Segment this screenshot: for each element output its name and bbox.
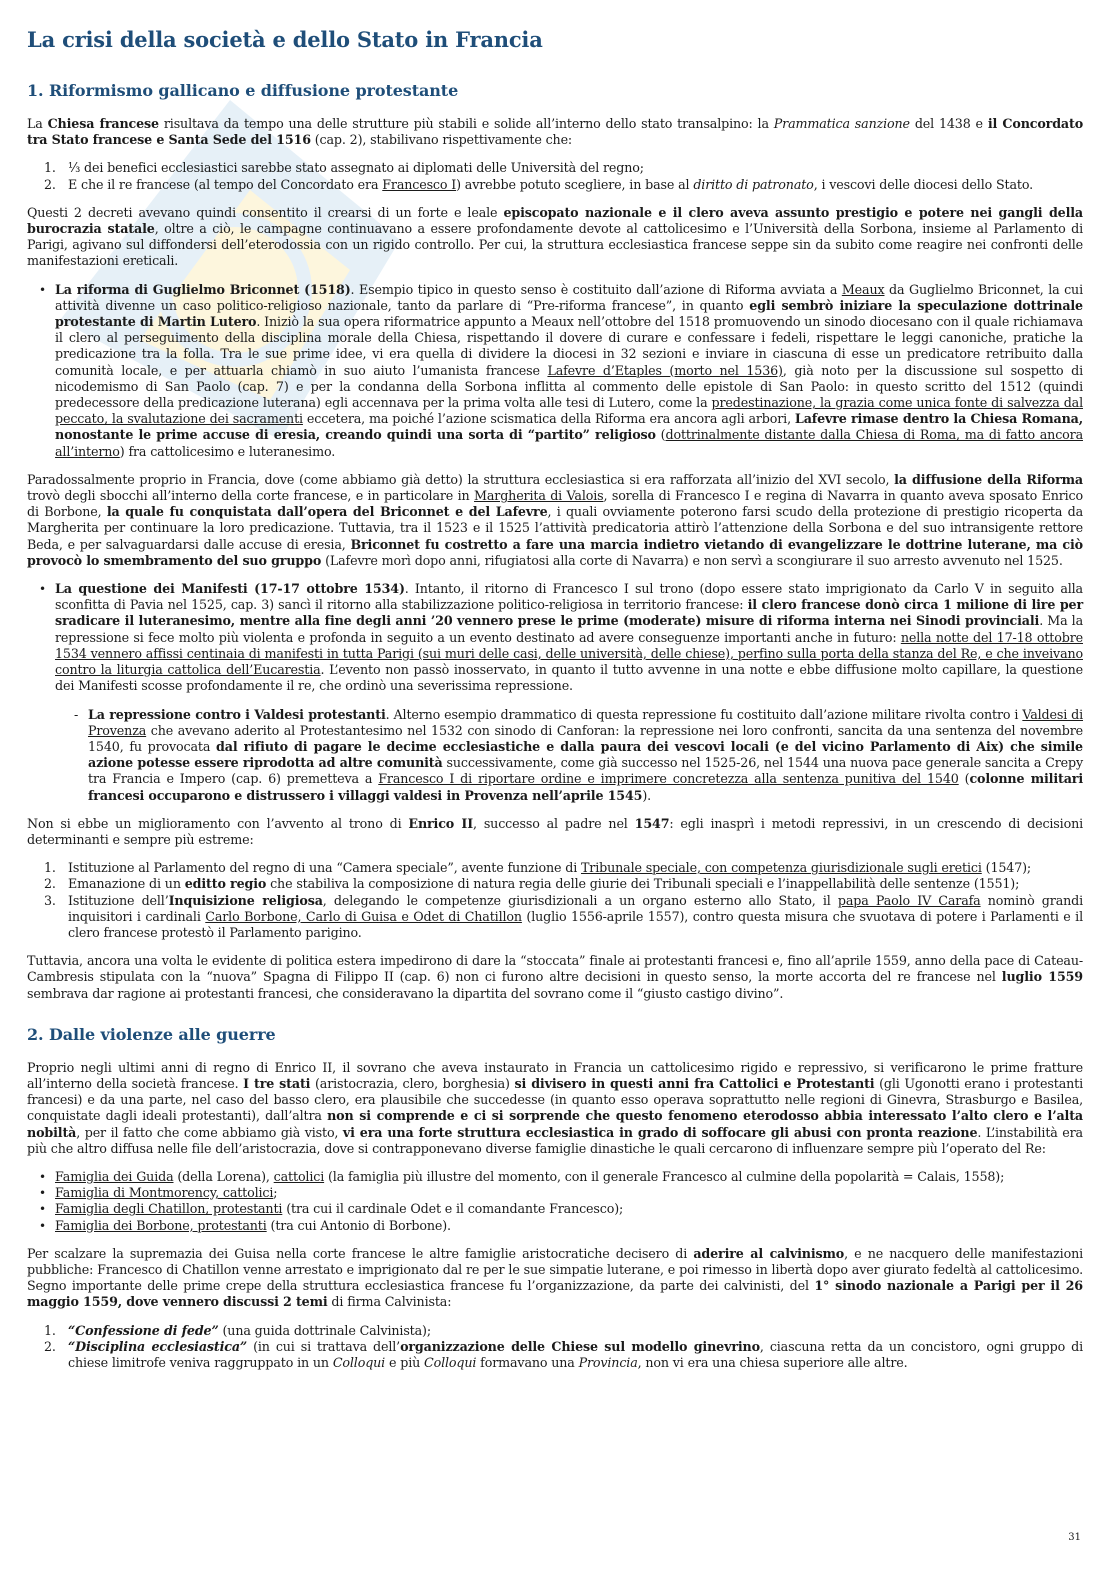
section-1-heading: 1. Riformismo gallicano e diffusione protestante [27,81,459,100]
page-number: 31 [1068,1532,1081,1543]
dash-icon: - [74,706,79,722]
section-2-heading: 2. Dalle violenze alle guerre [27,1024,276,1044]
bullet-item: • La questione dei Manifesti (17-17 ottobre 1534). Intanto, il ritorno di Francesco I sul trono (dopo essere stato imprigionato da Carlo V in seguito alla sconfitta di Pavia nel 1525, cap. 3) sancì il ritorno alla stabilizzazione politico-religiosa in territorio francese: il clero francese donò circa 1 milione di lire per sradicare il luteranesimo, mentre alla fine degli anni ’20 vennero prese le prime (moderate) misure di riforma interna nei Sinodi provinciali. Ma la repressione si fece molto più violenta e profonda in seguito a un evento destinato ad avere conseguenze importanti anche in futuro: nella notte del 17-18 ottobre 1534 vennero affissi centinaia di manifesti in tutta Parigi (sui muri delle casi, delle università, delle chiese), perfino sulla porta della stanza del Re, e che inveivano contro la liturgia cattolica dell’Eucarestia. L’evento non passò inosservato, in quanto il tutto avvenne in una notte e ebbe diffusione molto capillare, la questione dei Manifesti scosse profondamente il re, che ordinò una severissima repressione. [39,581,1084,694]
bullet-icon: • [39,1186,46,1201]
bullet-icon: • [39,1202,46,1217]
list-item: 1. “Confessione di fede” (una guida dottrinale Calvinista); [44,1322,431,1338]
paragraph: Questi 2 decreti avevano quindi consentito il crearsi di un forte e leale episcopato nazionale e il clero aveva assunto prestigio e potere nei gangli della burocrazia statale, oltre a ciò, le campagne continuavano a essere profondamente devote al cattolicesimo e l’Università della Sorbona, insieme al Parlamento di Parigi, agivano sul diffondersi dell’eterodossia con un rigido controllo. Per cui, la struttura ecclesiastica francese seppe sin da subito come reagire nei confronti delle manifestazioni ereticali. [27,204,1083,269]
list-item: 1. Istituzione al Parlamento del regno di una “Camera speciale”, avente funzione di Tribunale speciale, con competenza giurisdizionale sugli eretici (1547); [44,860,1032,876]
numbered-list [27,160,1083,192]
list-number: 1. [44,1322,56,1338]
list-item: 3. Istituzione dell’Inquisizione religiosa, delegando le competenze giurisdizionali a un organo esterno allo Stato, il papa Paolo IV Carafa nominò grandi inquisitori i cardinali Carlo Borbone, Carlo di Guisa e Odet di Chatillon (luglio 1556-aprile 1557), contro questa misura che svuotava di potere i Parlamenti e il clero francese protestò il Parlamento parigino. [44,892,1084,940]
bullet-item: • La riforma di Guglielmo Briconnet (1518). Esempio tipico in questo senso è costituito dall’azione di Riforma avviata a Meaux da Guglielmo Briconnet, la cui attività divenne un caso politico-religioso nazionale, tanto da parlare di “Pre-riforma francese”, in quanto egli sembrò iniziare la speculazione dottrinale protestante di Martin Lutero. Iniziò la sua opera riformatrice appunto a Meaux nell’ottobre del 1518 promuovendo un sinodo diocesano con il quale richiamava il clero al perseguimento della disciplina morale della Chiesa, rispettando il dovere di curare e confessare i fedeli, rispettare le leggi canoniche, pratiche la predicazione tra la folla. Tra le sue prime idee, vi era quella di dividere la diocesi in 32 sezioni e inviare in ciascuna di esse un predicatore retribuito dalla comunità locale, e per attuarla chiamò in suo aiuto l’umanista francese Lafevre d’Etaples (morto nel 1536), già noto per la discussione sul sospetto di nicodemismo di San Paolo (cap. 7) e per la condanna della Sorbona inflitta al commento delle epistole di San Paolo: in questo scritto del 1512 (quindi predecessore della predicazione luterana) egli accennava per la prima volta alle tesi di Lutero, come la predestinazione, la grazia come unica fonte di salvezza dal peccato, la svalutazione dei sacramenti eccetera, ma poiché l’azione scismatica della Riforma era ancora agli arbori, Lafevre rimase dentro la Chiesa Romana, nonostante le prime accuse di eresia, creando quindi una sorta di “partito” religioso (dottrinalmente distante dalla Chiesa di Roma, ma di fatto ancora all’interno) fra cattolicesimo e luteranesimo. [39,281,1084,459]
list-item: 2. “Disciplina ecclesiastica” (in cui si trattava dell’organizzazione delle Chiese sul modello ginevrino, ciascuna retta da un concistoro, ogni gruppo di chiese limitrofe veniva raggruppato in un Colloqui e più Colloqui formavano una Provincia, non vi era una chiesa superiore alle altre. [44,1338,1083,1370]
paragraph: Per scalzare la supremazia dei Guisa nella corte francese le altre famiglie aristocratiche decisero di aderire al calvinismo, e ne nacquero delle manifestazioni pubbliche: Francesco di Chatillon venne arrestato e imprigionato dal re per le sue simpatie luterane, e poi rimesso in libertà dopo aver giurato fedeltà al cattolicesimo. Segno importante delle prime crepe della struttura ecclesiastica francese fu l’organizzazione, da parte dei calvinisti, del 1° sinodo nazionale a Parigi per il 26 maggio 1559, dove vennero discussi 2 temi di firma Calvinista: [27,1245,1083,1310]
paragraph: Paradossalmente proprio in Francia, dove (come abbiamo già detto) la struttura ecclesiastica si era rafforzata all’inizio del XVI secolo, la diffusione della Riforma trovò degli sbocchi all’interno della corte francese, e in particolare in Margherita di Valois, sorella di Francesco I e regina di Navarra in quanto aveva sposato Enrico di Borbone, la quale fu conquistata dall’opera del Briconnet e del Lafevre, i quali ovviamente poterono farsi scudo della protezione di prestigio ricoperta da Margherita per continuare la loro predicazione. Tuttavia, tra il 1523 e il 1525 l’attività predicatoria attirò l’attenzione della Sorbona e del suo intransigente rettore Beda, e per salvaguardarsi dalle accuse di eresia, Briconnet fu costretto a fare una marcia indietro vietando di evangelizzare le dottrine luterane, ma ciò provocò lo smembramento del suo gruppo (Lafevre morì dopo anni, rifugiatosi alla corte di Navarra) e non servì a scongiurare il suo arresto avvenuto nel 1525. [27,471,1084,568]
dash-item: - La repressione contro i Valdesi protestanti. Alterno esempio drammatico di questa repressione fu costituito dall’azione militare rivolta contro i Valdesi di Provenza che avevano aderito al Protestantesimo nel 1532 con sinodo di Canforan: la repressione nei loro confronti, sancita da una sentenza del novembre 1540, fu provocata dal rifiuto di pagare le decime ecclesiastiche e dalla paura dei vescovi locali (e del vicino Parlamento di Aix) che simile azione potesse essere riprodotta ad altre comunità successivamente, come già successo nel 1525-26, nel 1544 una nuova pace generale sancita a Crepy tra Francia e Impero (cap. 6) premetteva a Francesco I di riportare ordine e imprimere concretezza alla sentenza punitiva del 1540 (colonne militari francesi occuparono e distrussero i villaggi valdesi in Provenza nell’aprile 1545). [74,706,1084,803]
list-item: 2. Emanazione di un editto regio che stabiliva la composizione di natura regia delle giurie dei Tribunali speciali e l’inappellabilità delle sentenze (1551); [44,876,1020,892]
page-title: La crisi della società e dello Stato in Francia [27,27,543,52]
list-item: 2. E che il re francese (al tempo del Concordato era Francesco I) avrebbe potuto scegliere, in base al diritto di patronato, i vescovi delle diocesi dello Stato. [44,176,1033,192]
list-number: 2. [44,1338,56,1354]
list-number: 2. [44,876,56,892]
list-number: 1. [44,860,56,876]
numbered-list [27,1323,1083,1372]
list-number: 2. [44,176,56,192]
bullet-icon: • [39,582,46,597]
numbered-list [27,860,1083,941]
paragraph: Tuttavia, ancora una volta le evidente di politica estera impedirono di dare la “stoccata” finale ai protestanti francesi e, fino all’aprile 1559, anno della pace di Cateau-Cambresis stipulata con la “nuova” Spagna di Filippo II (cap. 6) non ci furono altre decisioni in questo senso, la morte accorta del re francese nel luglio 1559 sembrava dar ragione ai protestanti francesi, che consideravano la dipartita del sovrano come il “giusto castigo divino”. [27,953,1083,1001]
list-item: • Famiglia dei Borbone, protestanti (tra cui Antonio di Borbone). [39,1217,451,1233]
family-list [27,1169,1083,1234]
list-item: • Famiglia degli Chatillon, protestanti (tra cui il cardinale Odet e il comandante Francesco); [39,1201,624,1217]
list-number: 3. [44,892,56,908]
document-body [27,26,1083,1371]
list-number: 1. [44,160,56,176]
list-item: 1. ⅓ dei benefici ecclesiastici sarebbe stato assegnato ai diplomati delle Università del regno; [44,160,644,176]
paragraph: Non si ebbe un miglioramento con l’avvento al trono di Enrico II, successo al padre nel 1547: egli inasprì i metodi repressivi, in un crescendo di decisioni determinanti e sempre più estreme: [27,815,1083,847]
list-item: • Famiglia dei Guida (della Lorena), cattolici (la famiglia più illustre del momento, con il generale Francesco al culmine della popolarità = Calais, 1558); [39,1168,1005,1184]
list-item: • Famiglia di Montmorency, cattolici; [39,1185,278,1201]
paragraph: Proprio negli ultimi anni di regno di Enrico II, il sovrano che aveva instaurato in Francia un cattolicesimo rigido e repressivo, si verificarono le prime fratture all’interno della società francese. I tre stati (aristocrazia, clero, borghesia) si divisero in questi anni fra Cattolici e Protestanti (gli Ugonotti erano i protestanti francesi) e da una parte, nel caso del basso clero, era plausibile che succedesse (in quanto esso operava soprattutto nelle regioni di Ginevra, Strasburgo e Basilea, conquistate dagli ideali protestanti), dall’altra non si comprende e ci si sorprende che questo fenomeno eterodosso abbia interessato l’alto clero e l’alta nobiltà, per il fatto che come abbiamo già visto, vi era una forte struttura ecclesiastica in grado di soffocare gli abusi con pronta reazione. L’instabilità era più che altro diffusa nelle file dell’aristocrazia, dove si contrapponevano diverse famiglie dinastiche le quali cercarono di influenzare sempre più l’operato del Re: [27,1059,1084,1156]
bullet-icon: • [39,1169,46,1184]
bullet-icon: • [39,1218,46,1233]
bullet-icon: • [39,282,46,297]
paragraph: La Chiesa francese risultava da tempo una delle strutture più stabili e solide all’interno dello stato transalpino: la Prammatica sanzione del 1438 e il Concordato tra Stato francese e Santa Sede del 1516 (cap. 2), stabilivano rispettivamente che: [27,116,1084,148]
